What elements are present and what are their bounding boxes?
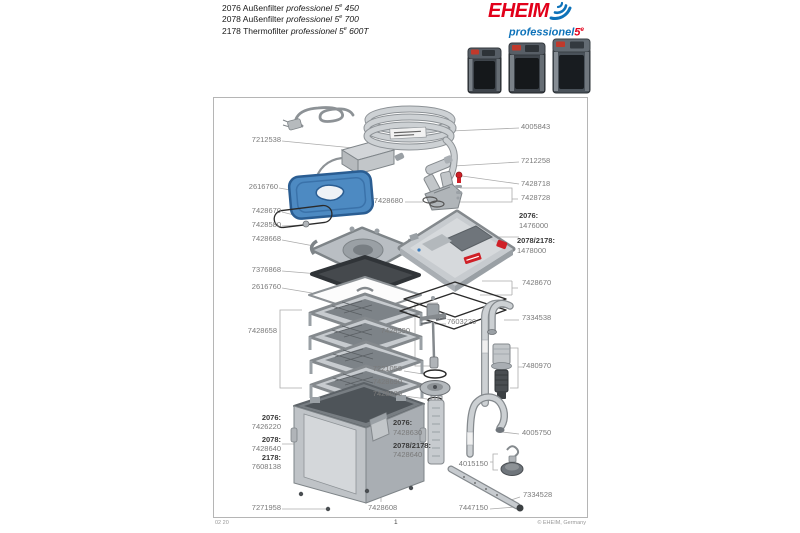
part-label: 7212538 <box>251 135 281 144</box>
part-label: 7221058 <box>372 364 402 373</box>
part-label: 7428680 <box>373 196 403 205</box>
part-label: 7428658 <box>247 326 277 335</box>
doc-code: 02 20 <box>215 520 229 526</box>
part-label: 1478000 <box>517 246 547 255</box>
brand-logo <box>488 1 588 39</box>
power-cord-part <box>283 108 353 131</box>
part-label: 2616760 <box>251 282 281 291</box>
canister-body-part <box>291 383 426 503</box>
end-cap-part <box>517 505 524 512</box>
part-label: 4005843 <box>521 122 551 131</box>
part-label: 7426220 <box>251 422 281 431</box>
intake-tube-part <box>428 396 444 464</box>
part-label: 7603220 <box>447 317 477 326</box>
part-label: 7428640 <box>393 450 423 459</box>
pump-cover-part <box>420 381 450 396</box>
clip-part <box>303 221 309 227</box>
part-label: 7428608 <box>368 503 398 512</box>
part-label: 7608138 <box>251 462 281 471</box>
brand-wordmark: EHEIM <box>488 0 549 22</box>
part-label: 2076: <box>519 211 539 220</box>
part-label: 7428640 <box>251 444 281 453</box>
part-label: 7212258 <box>521 156 551 165</box>
part-label: 7428668 <box>251 234 281 243</box>
part-label: 2178: <box>261 453 281 462</box>
diagram-frame <box>213 97 588 518</box>
part-label: 7428630 <box>393 428 423 437</box>
part-label: 7271958 <box>251 503 281 512</box>
page-number: 1 <box>394 519 398 526</box>
swirl-icon <box>549 1 573 26</box>
outlet-elbow-part <box>488 304 511 335</box>
title-line: 2076 Außenfilter professionel 5e 450 <box>222 2 359 13</box>
part-label: 7428680 <box>372 389 402 398</box>
part-label: 7428728 <box>521 193 551 202</box>
part-label: 2078: <box>261 435 281 444</box>
title-line: 2078 Außenfilter professionel 5e 700 <box>222 14 359 25</box>
o-ring-part <box>424 370 446 378</box>
small-fitting-part <box>394 152 405 161</box>
part-label: 7428690 <box>372 377 402 386</box>
part-label: 4005750 <box>522 428 552 437</box>
part-label: 7334528 <box>523 490 553 499</box>
title-line: 2178 Thermofilter professionel 5e 600T <box>222 25 369 36</box>
red-clamp-screw-part <box>456 172 462 183</box>
canister-large-icon <box>551 37 592 100</box>
part-label: 7428670 <box>522 278 552 287</box>
suction-cup-part <box>501 446 523 475</box>
part-label: 7480970 <box>522 361 552 370</box>
intake-connector-part <box>492 344 512 399</box>
part-label: 2078/2178: <box>517 236 555 245</box>
product-thumbnails <box>466 42 598 100</box>
brand-row <box>488 1 588 26</box>
canister-medium-icon <box>507 41 547 100</box>
part-label: 2076: <box>261 413 281 422</box>
part-label: 7428718 <box>521 179 551 188</box>
hose-adapter-part <box>423 171 462 210</box>
part-label: 7428670 <box>251 206 281 215</box>
part-label: 2076: <box>393 418 413 427</box>
part-label: 2616760 <box>248 182 278 191</box>
filter-pad-blue-part <box>288 171 373 220</box>
part-label: 7428590 <box>380 326 410 335</box>
series-word: professionel <box>508 26 575 39</box>
part-label: 7428580 <box>251 220 281 229</box>
part-label: 7447150 <box>458 503 488 512</box>
series-sup: e <box>580 26 584 33</box>
part-label: 4015150 <box>458 459 488 468</box>
part-label: 7376868 <box>251 265 281 274</box>
part-label: 1476000 <box>519 221 549 230</box>
part-label: 2078/2178: <box>393 441 431 450</box>
float-valve-part <box>420 296 446 368</box>
copyright: © EHEIM, Germany <box>537 520 586 526</box>
pump-head-part <box>400 212 513 292</box>
part-label: 7334538 <box>522 313 552 322</box>
series-number: 5 <box>574 26 581 39</box>
title-block <box>222 2 369 36</box>
canister-small-icon <box>466 46 503 100</box>
exploded-diagram <box>214 98 587 517</box>
